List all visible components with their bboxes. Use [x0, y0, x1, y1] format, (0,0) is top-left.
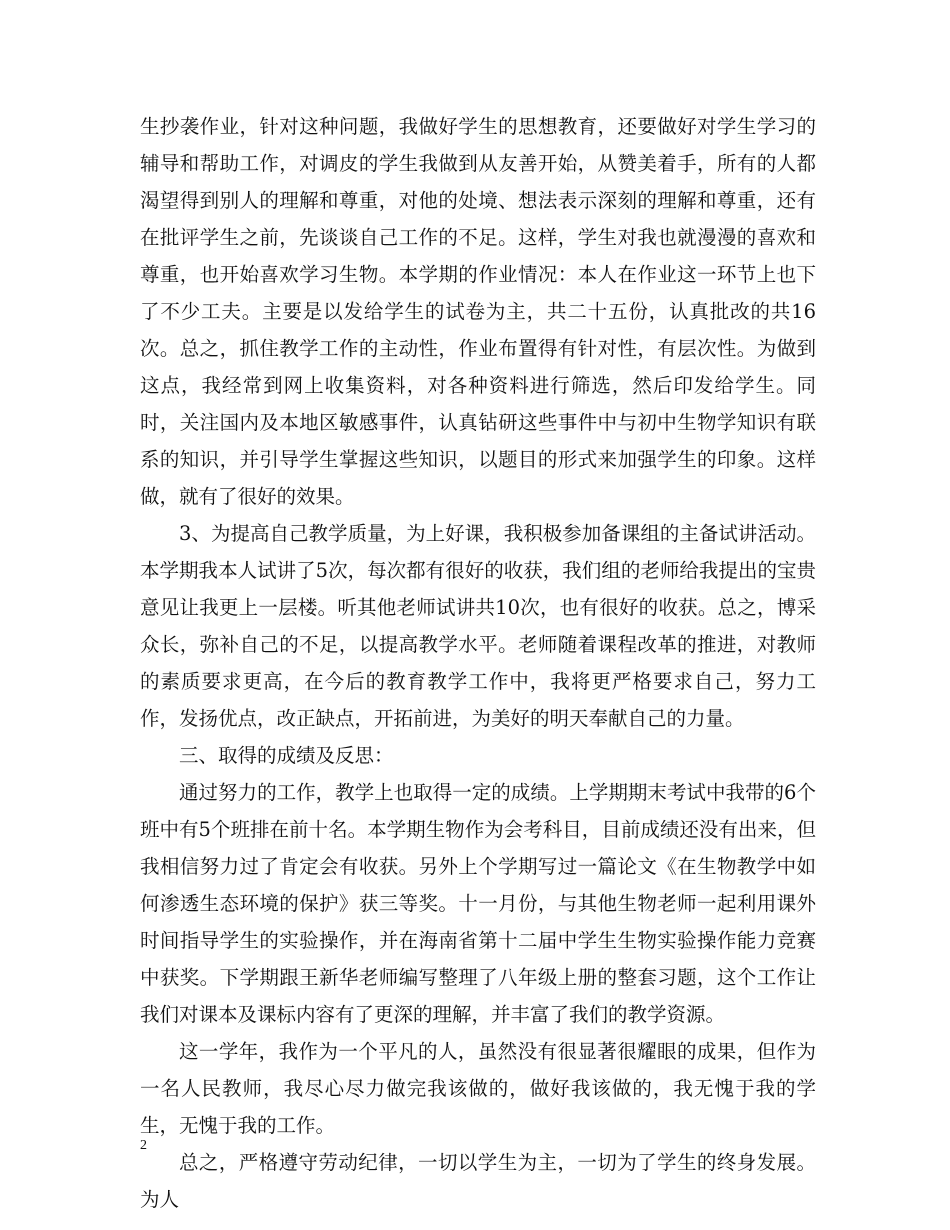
paragraph-reflection: 这一学年，我作为一个平凡的人，虽然没有很显著很耀眼的成果，但作为一名人民教师，我尽心尽力做完我该做的，做好我该做的，我无愧于我的学生，无愧于我的工作。 — [140, 1040, 816, 1137]
section-heading-achievements: 三、取得的成绩及反思： — [179, 744, 394, 767]
paragraph-summary: 总之，严格遵守劳动纪律，一切以学生为主，一切为了学生的终身发展。为人 — [140, 1151, 816, 1211]
paragraph-homework: 生抄袭作业，针对这种问题，我做好学生的思想教育，还要做好对学生学习的辅导和帮助工作，对调皮的学生我做到从友善开始，从赞美着手，所有的人都渴望得到别人的理解和尊重，对他的处境、想法表示深刻的理解和尊重，还有在批评学生之前，先谈谈自己工作的不足。这样，学生对我也就漫漫的喜欢和尊重，也开始喜欢学习生物。本学期的作业情况：本人在作业这一环节上也下了不少工夫。主要是以发给学生的试卷为主，共二十五份，认真批改的共16次。总之，抓住教学工作的主动性，作业布置得有针对性，有层次性。为做到这点，我经常到网上收集资料，对各种资料进行筛选，然后印发给学生。同时，关注国内及本地区敏感事件，认真钻研这些事件中与初中生物学知识有联系的知识，并引导学生掌握这些知识，以题目的形式来加强学生的印象。这样做，就有了很好的效果。 — [140, 115, 816, 508]
document-body — [140, 108, 816, 1218]
paragraph-trial-teaching: 3、为提高自己教学质量，为上好课，我积极参加备课组的主备试讲活动。本学期我本人试讲了5次，每次都有很好的收获，我们组的老师给我提出的宝贵意见让我更上一层楼。听其他老师试讲共10次，也有很好的收获。总之，博采众长，弥补自己的不足，以提高教学水平。老师随着课程改革的推进，对教师的素质要求更高，在今后的教育教学工作中，我将更严格要求自己，努力工作，发扬优点，改正缺点，开拓前进，为美好的明天奉献自己的力量。 — [140, 522, 816, 730]
page-number: 2 — [140, 1138, 147, 1153]
paragraph-achievements: 通过努力的工作，教学上也取得一定的成绩。上学期期末考试中我带的6个班中有5个班排在前十名。本学期生物作为会考科目，目前成绩还没有出来，但我相信努力过了肯定会有收获。另外上个学期写过一篇论文《在生物教学中如何渗透生态环境的保护》获三等奖。十一月份，与其他生物老师一起利用课外时间指导学生的实验操作，并在海南省第十二届中学生生物实验操作能力竞赛中获奖。下学期跟王新华老师编写整理了八年级上册的整套习题，这个工作让我们对课本及课标内容有了更深的理解，并丰富了我们的教学资源。 — [140, 781, 816, 1026]
